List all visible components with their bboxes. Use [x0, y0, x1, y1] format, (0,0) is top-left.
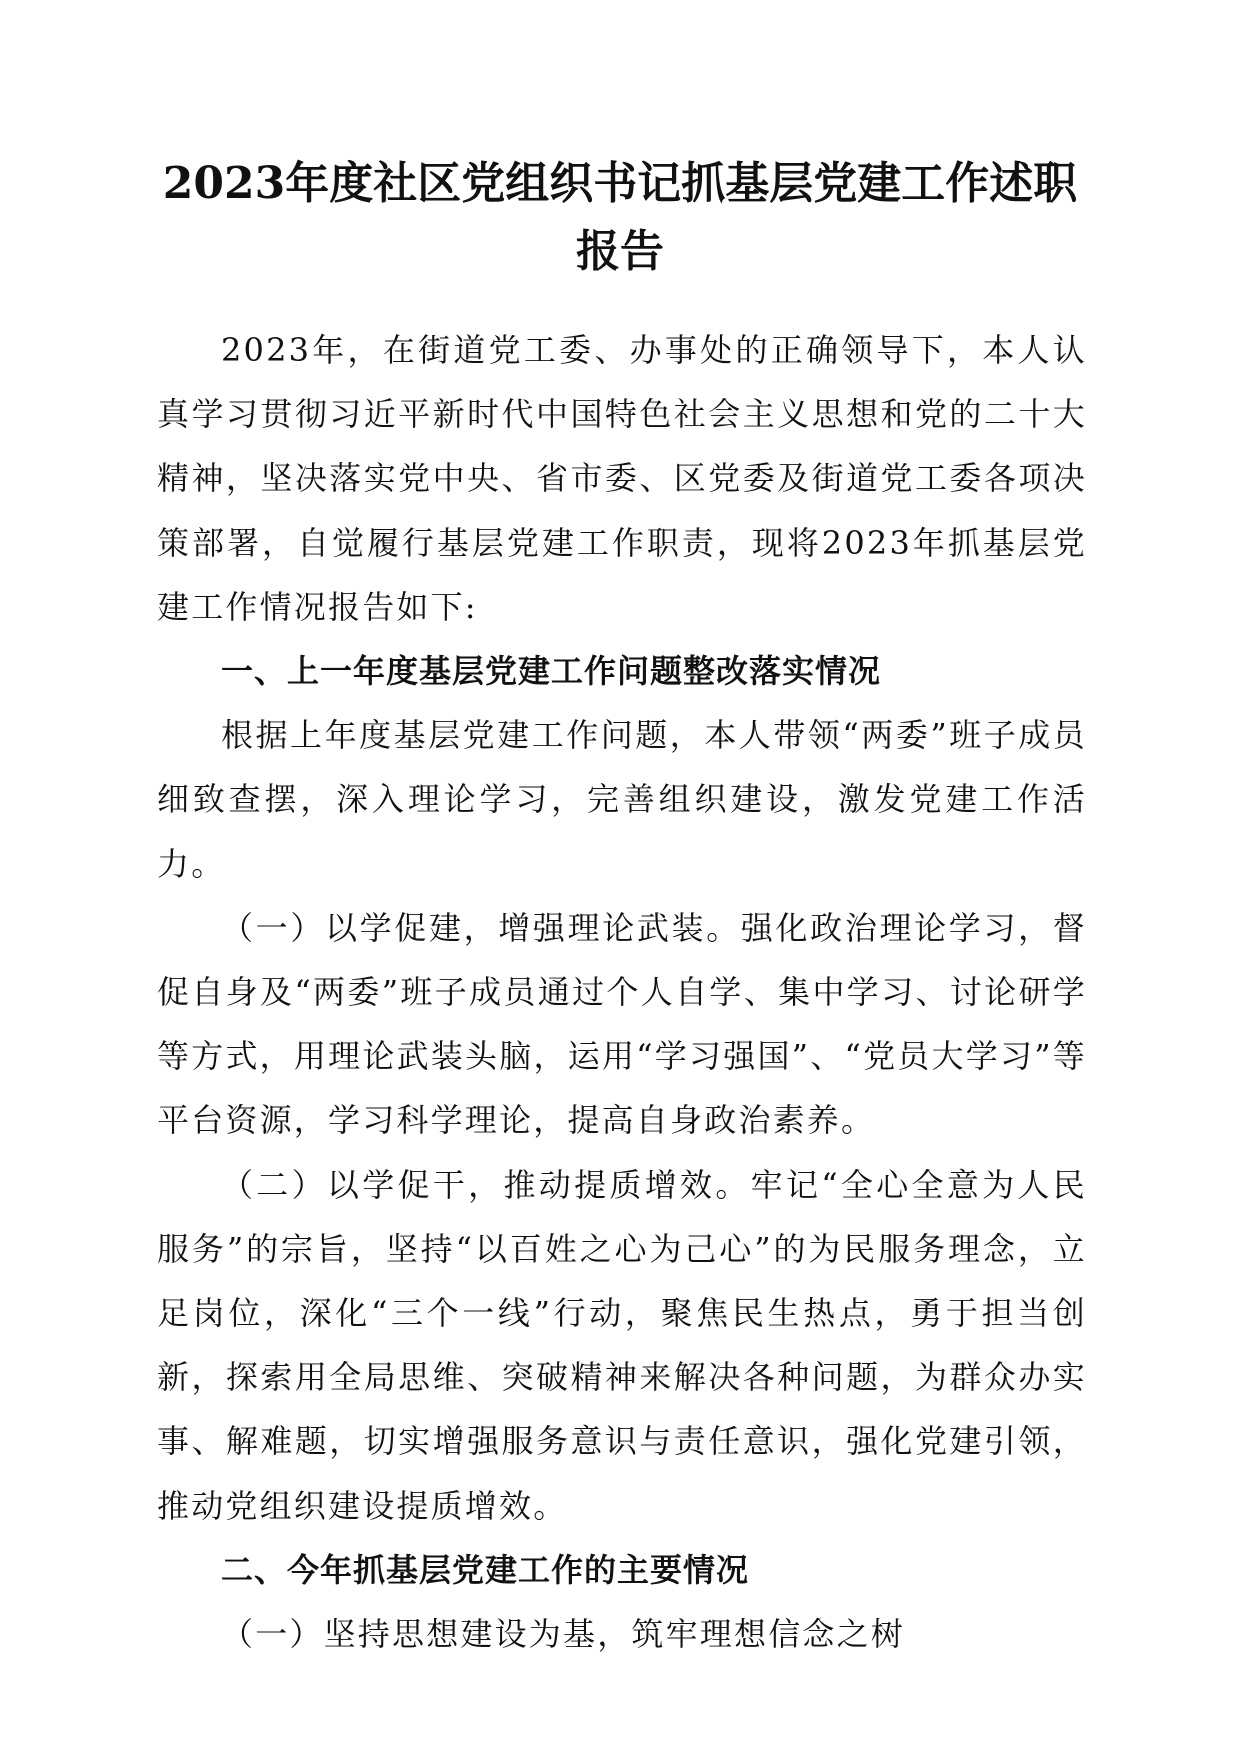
section-2-subheading-1: （一）坚持思想建设为基，筑牢理想信念之树 — [221, 1615, 906, 1654]
section-1-intro: 根据上年度基层党建工作问题，本人带领“两委”班子成员细致查摆，深入理论学习，完善组织建设，激发党建工作活力。 — [157, 716, 1087, 883]
section-1-item-1 — [157, 896, 1087, 1153]
item-2-label: （二）以学促干，推动提质增效。 — [221, 1165, 751, 1204]
section-1-heading: 一、上一年度基层党建工作问题整改落实情况 — [221, 652, 882, 691]
document-title: 2023年度社区党组织书记抓基层党建工作述职报告 — [162, 158, 1078, 277]
item-1-label: （一）以学促建，增强理论武装。 — [221, 908, 741, 947]
item-2-text: 牢记“全心全意为人民服务”的宗旨，坚持“以百姓之心为己心”的为民服务理念，立足岗位，深化“三个一线”行动，聚焦民生热点，勇于担当创新，探索用全局思维、突破精神来解决各种问题，为群众办实事、解难题，切实增强服务意识与责任意识，强化党建引领，推动党组织建设提质增效。 — [157, 1165, 1087, 1525]
item-1-text: 强化政治理论学习，督促自身及“两委”班子成员通过个人自学、集中学习、讨论研学等方式，用理论武装头脑，运用“学习强国”、“党员大学习”等平台资源，学习科学理论，提高自身政治素养。 — [157, 908, 1087, 1140]
intro-paragraph: 2023年，在街道党工委、办事处的正确领导下，本人认真学习贯彻习近平新时代中国特色社会主义思想和党的二十大精神，坚决落实党中央、省市委、区党委及街道党工委各项决策部署，自觉履行基层党建工作职责，现将2023年抓基层党建工作情况报告如下: — [157, 331, 1087, 626]
document-body — [157, 318, 1087, 1666]
section-1-item-2 — [157, 1153, 1087, 1538]
section-2-heading: 二、今年抓基层党建工作的主要情况 — [221, 1550, 750, 1589]
